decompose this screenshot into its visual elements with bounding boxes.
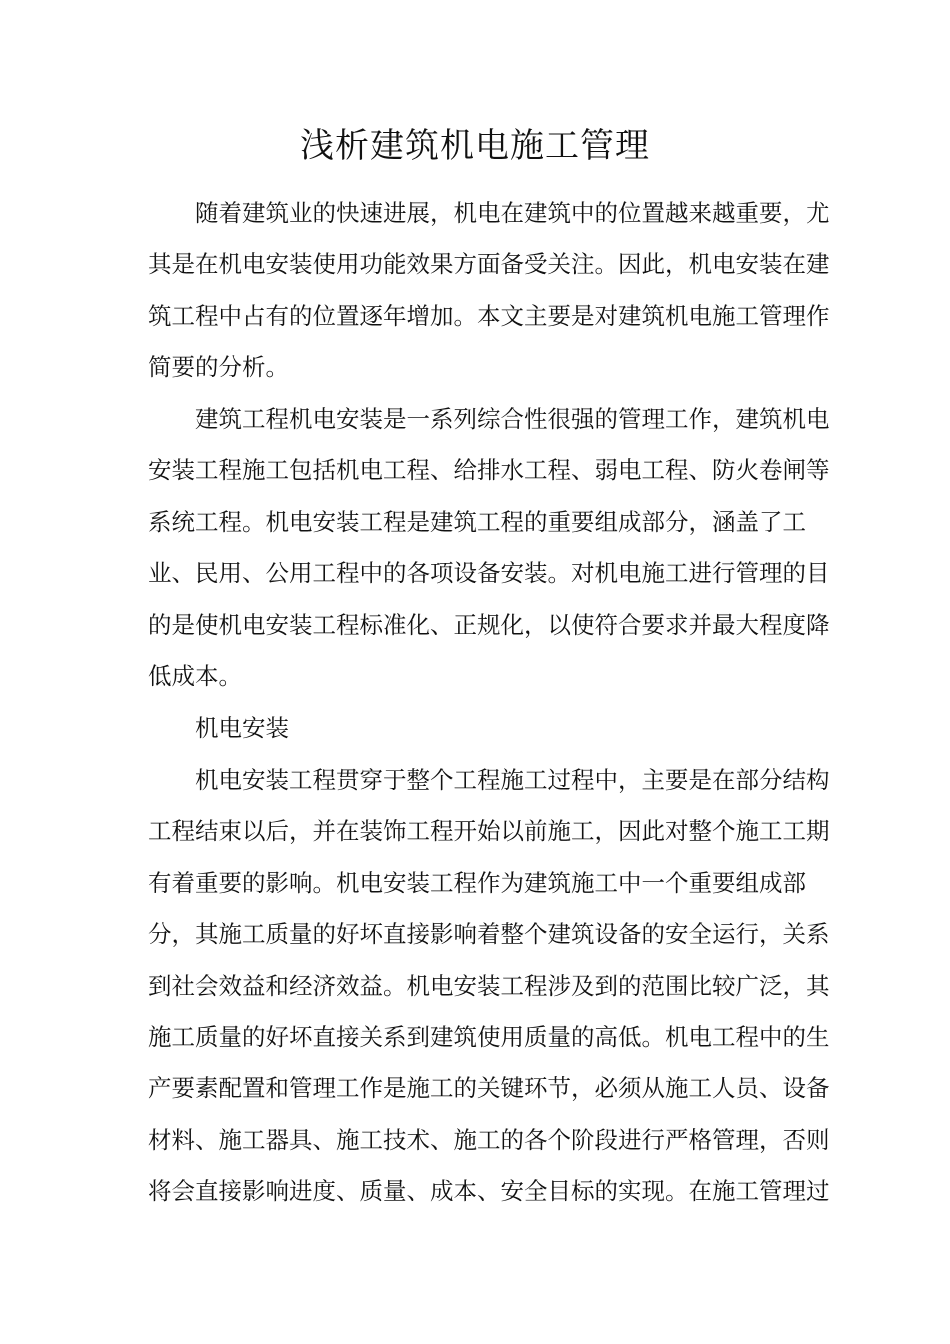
- text-line: 分，其施工质量的好坏直接影响着整个建筑设备的安全运行，关系: [148, 920, 830, 949]
- text-line: 的是使机电安装工程标准化、正规化，以使符合要求并最大程度降: [148, 610, 830, 639]
- section-heading: [148, 703, 796, 754]
- text-line: 产要素配置和管理工作是施工的关键环节，必须从施工人员、设备: [148, 1074, 830, 1103]
- text-line: 有着重要的影响。机电安装工程作为建筑施工中一个重要组成部: [148, 868, 806, 897]
- text-line: 将会直接影响进度、质量、成本、安全目标的实现。在施工管理过: [148, 1177, 830, 1206]
- text-line: 施工质量的好坏直接关系到建筑使用质量的高低。机电工程中的生: [148, 1022, 830, 1051]
- text-line: 随着建筑业的快速进展，机电在建筑中的位置越来越重要，尤: [195, 199, 830, 227]
- text-line: 机电安装工程贯穿于整个工程施工过程中，主要是在部分结构: [195, 766, 830, 794]
- text-line: 工程结束以后，并在装饰工程开始以前施工，因此对整个施工工期: [148, 817, 830, 846]
- text-line: 筑工程中占有的位置逐年增加。本文主要是对建筑机电施工管理作: [148, 301, 830, 330]
- text-line: 系统工程。机电安装工程是建筑工程的重要组成部分，涵盖了工: [148, 507, 806, 536]
- text-line: 业、民用、公用工程中的各项设备安装。对机电施工进行管理的目: [148, 559, 830, 588]
- text-line: 低成本。: [148, 661, 242, 690]
- text-line: 其是在机电安装使用功能效果方面备受关注。因此，机电安装在建: [148, 250, 830, 279]
- text-line: 简要的分析。: [148, 353, 289, 382]
- document-title: 浅析建筑机电施工管理: [300, 126, 650, 166]
- text-line: 安装工程施工包括机电工程、给排水工程、弱电工程、防火卷闸等: [148, 456, 830, 485]
- text-line: 材料、施工器具、施工技术、施工的各个阶段进行严格管理，否则: [148, 1125, 830, 1154]
- text-line: 到社会效益和经济效益。机电安装工程涉及到的范围比较广泛，其: [148, 971, 830, 1000]
- paragraph-intro: [148, 188, 830, 394]
- section-heading-text: 机电安装: [195, 714, 289, 742]
- paragraph-overview: [148, 394, 830, 702]
- text-line: 建筑工程机电安装是一系列综合性很强的管理工作，建筑机电: [195, 405, 830, 433]
- paragraph-installation: [148, 755, 830, 1218]
